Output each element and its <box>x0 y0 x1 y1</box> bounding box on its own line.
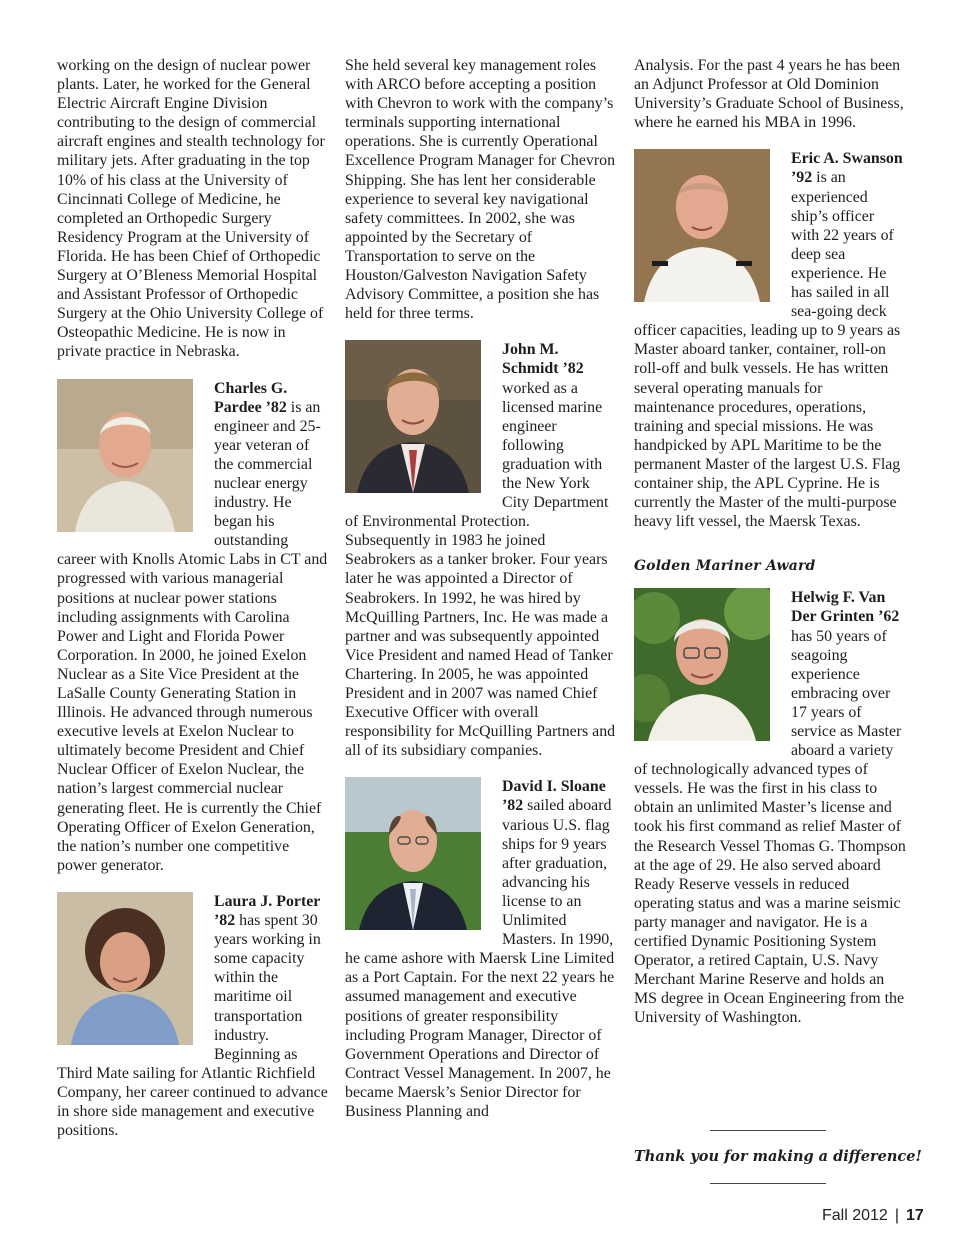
photo-helwig-van-der-grinten <box>634 588 770 741</box>
photo-john-schmidt <box>345 340 481 493</box>
column-1 <box>57 56 329 1140</box>
continued-bio-text: She held several key management roles with ARCO before accepting a position with Chevron to work with the company’s terminals supporting international operations. She is currently Operational Excellence Program Manager for Chevron Shipping. She has lent her considerable experience to several key navigational safety committees. In 2002, she was appointed by the Secretary of Transportation to serve on the Houston/Galveston Navigation Safety Advisory Committee, a position she has held for three terms. <box>345 57 616 323</box>
bio-eric-swanson: is an experienced ship’s officer with 22 years of deep sea experience. He has sailed in all sea-going deck officer capacities, leading up to 9 years as Master aboard tanker, container, roll-on roll-off and bulk vessels. He has written several operating manuals for maintenance procedures, operations, training and special missions. He was handpicked by APL Maritime to be the permanent Master of the largest U.S. Flag container ship, the APL Cyprine. He is currently the Master of the multi-purpose heavy lift vessel, the Maersk Texas. <box>634 169 901 531</box>
closing-rule-top <box>710 1130 826 1131</box>
name-john-schmidt: John M. Schmidt ’82 <box>502 341 584 378</box>
name-charles-pardee: Charles G. Pardee ’82 <box>214 379 288 416</box>
bio-david-sloane: sailed aboard various U.S. flag ships for 9 years after graduation, advancing his license to an Unlimited Masters. In 1990, he came ashore with Maersk Line Limited as a Port Captain. For the next 22 years he assumed management and executive positions of greater responsibility including Program Manager, Director of Government Operations and Director of Contract Vessel Management. In 2007, he became Maersk’s Senior Director for Business Planning and <box>345 797 615 1120</box>
footer-separator: | <box>894 1207 899 1224</box>
closing-rule-bottom <box>710 1183 826 1184</box>
photo-eric-swanson <box>634 149 770 302</box>
profile-van-der-grinten <box>634 588 906 1027</box>
photo-laura-porter <box>57 892 193 1045</box>
continued-bio-text: Analysis. For the past 4 years he has been an Adjunct Professor at Old Dominion University’s Graduate School of Business, where he earned his MBA in 1996. <box>634 57 904 132</box>
bio-helwig-van-der-grinten: has 50 years of seagoing experience embracing over 17 years of service as Master aboard a variety of technologically advanced types of vessels. He was the first in his class to obtain an unlimited Master’s license and took his first command as relief Master of the Research Vessel Thomas G. Thompson at the age of 29. He also served aboard Ready Reserve vessels in reduced operating status and was a marine seismic party manager and navigator. He is a certified Dynamic Positioning System Operator, a retired Captain, U.S. Navy Merchant Marine Reserve and holds an MS degree in Ocean Engineering from the University of Washington. <box>634 627 906 1027</box>
continued-bio-text: working on the design of nuclear power plants. Later, he worked for the General Electric Aircraft Engine Division contributing to the design of commercial aircraft engines and stealth technology for military jets. After graduating in the top 10% of his class at the University of Cincinnati College of Medicine, he completed an Orthopedic Surgery Residency Program at the University of Florida. He has been Chief of Orthopedic Surgery at O’Bleness Memorial Hospital and Assistant Professor of Orthopedic Surgery at the Ohio University College of Osteopathic Medicine. He is now in private practice in Nebraska. <box>57 57 325 361</box>
photo-david-sloane <box>345 777 481 930</box>
profile-porter <box>57 892 329 1140</box>
profile-swanson <box>634 149 906 531</box>
name-laura-porter: Laura J. Porter ’82 <box>214 892 321 930</box>
bio-charles-pardee: is an engineer and 25-year veteran of the commercial nuclear energy industry. He began his outstanding career with Knolls Atomic Labs in CT and progressed with various managerial positions at nuclear power stations including assignments with Carolina Power and Light and Florida Power Corporation. In 2000, he joined Exelon Nuclear as a Site Vice President at the LaSalle County Generating Station in Illinois. He advanced through numerous executive levels at Exelon Nuclear to ultimately become President and Chief Nuclear Officer of Exelon Nuclear, the nation’s largest commercial nuclear generating fleet. He is currently the Chief Operating Officer of Exelon Generation, the nation’s number one competitive power generator. <box>57 398 328 874</box>
profile-schmidt <box>345 340 617 760</box>
name-helwig-van-der-grinten: Helwig F. Van Der Grinten ’62 <box>791 589 900 626</box>
column-2 <box>345 56 617 1121</box>
profile-pardee <box>57 379 329 875</box>
golden-mariner-award-heading: Golden Mariner Award <box>634 558 816 575</box>
closing-thank-you: Thank you for making a difference! <box>634 1148 922 1165</box>
issue-label: Fall 2012 <box>822 1207 888 1224</box>
page-number: 17 <box>905 1207 924 1224</box>
name-david-sloane: David I. Sloane ’82 <box>502 778 606 815</box>
column-3 <box>634 56 906 1028</box>
page-footer <box>822 1207 924 1225</box>
name-eric-swanson: Eric A. Swanson ’92 <box>791 150 903 187</box>
profile-sloane <box>345 777 617 1121</box>
bio-laura-porter: has spent 30 years working in some capacity within the maritime oil transportation industry. Beginning as Third Mate sailing for Atlantic Richfield Company, her career continued to advance in shore side management and executive positions. <box>57 912 328 1140</box>
bio-john-schmidt: worked as a licensed marine engineer following graduation with the New York City Department of Environmental Protection. Subsequently in 1983 he joined Seabrokers as a tanker broker. Four years later he was appointed a Director of Seabrokers. In 1992, he was hired by McQuilling Partners, Inc. He was made a partner and was subsequently appointed Vice President and named Head of Tanker Chartering. In 2005, he was appointed President and in 2007 was named Chief Executive Officer with overall responsibility for McQuilling Partners and all of its subsidiary companies. <box>345 379 616 760</box>
photo-charles-pardee <box>57 379 193 532</box>
